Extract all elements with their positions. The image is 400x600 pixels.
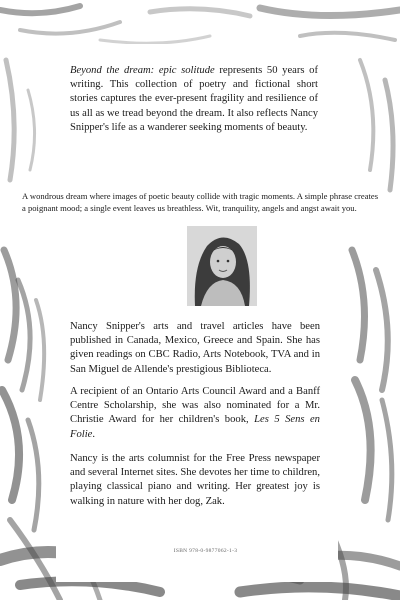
intro-paragraph [70,64,318,135]
bio-paragraph-3: Nancy is the arts columnist for the Free Press newspaper and several Internet sites. She devotes her time to children, playing classical piano and writing. Her greatest joy is walking in nature with her dog, Zak. [70,453,320,507]
bio-paragraph-2-end: . [92,428,96,440]
isbn-label: ISBN 978-0-9877062-1-3 [173,548,238,554]
bio-paragraph-2-text: A recipient of an Ontario Arts Council Award and a Banff Centre Scholarship, she was also nominated for a Mr. Christie Award for her children's book, [70,386,320,426]
blurb-text: A wondrous dream where images of poetic beauty collide with tragic moments. A simple phrase creates a poignant mood; a single event leaves us breathless. Wit, tranquility, angels and angst await you. [22,191,379,213]
intro-text: represents 50 years of writing. This collection of poetry and fictional short stories captures the ever-present fragility and resilience of us all as we tread beyond the dream. It also reflects Nancy Snipper's life as a wanderer seeking moments of beauty. [70,65,318,133]
author-photo [187,226,257,306]
bio-paragraph-1: Nancy Snipper's arts and travel articles have been published in Canada, Mexico, Greece and Spain. She has given readings on CBC Radio, Arts Notebook, TVA and in San Miguel de Allende's prestigious Biblioteca. [70,321,320,375]
book-title: Beyond the dream: epic solitude [70,65,215,76]
childrens-book-title: Les 5 Sens en Folie [70,414,320,440]
bio-paragraph-2 [70,385,320,442]
